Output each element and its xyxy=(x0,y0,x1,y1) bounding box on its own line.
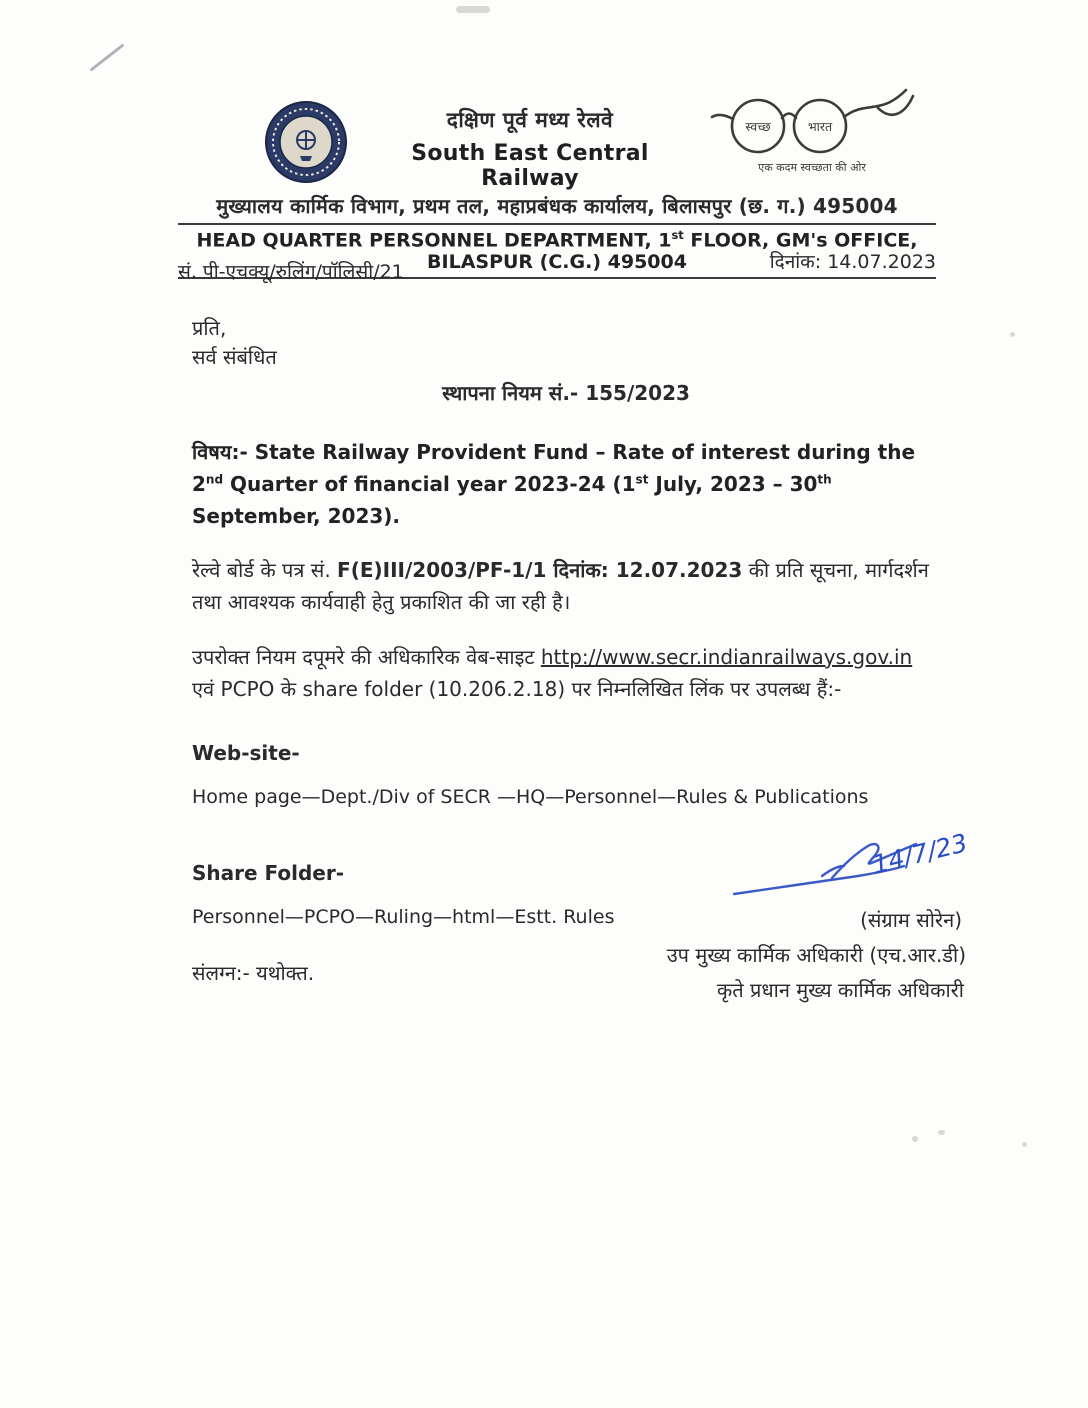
salutation-line-1: प्रति, xyxy=(192,316,227,340)
share-folder-heading: Share Folder- xyxy=(192,861,345,885)
para1-text: रेल्वे बोर्ड के पत्र सं. xyxy=(192,558,338,582)
org-name-hindi: दक्षिण पूर्व मध्य रेलवे xyxy=(446,108,614,132)
secr-emblem-logo xyxy=(264,100,348,188)
board-letter-reference: F(E)III/2003/PF-1/1 दिनांक: 12.07.2023 xyxy=(337,558,743,582)
signature-block xyxy=(618,832,980,1003)
swachh-left-lens-label: स्वच्छ xyxy=(745,119,771,134)
signatory-name: (संग्राम सोरेन) xyxy=(860,908,962,932)
address-hindi: मुख्यालय कार्मिक विभाग, प्रथम तल, महाप्रबंधक कार्यालय, बिलासपुर (छ. ग.) 495004 xyxy=(216,194,898,218)
address-english-superscript: st xyxy=(671,228,684,242)
website-heading: Web-site- xyxy=(192,740,300,765)
para1-text-2: की प्रति सूचना, मार्गदर्शन तथा आवश्यक कार्यवाही हेतु प्रकाशित की जा रही है। xyxy=(192,558,929,615)
signatory-designation-2: कृते प्रधान मुख्य कार्मिक अधिकारी xyxy=(716,978,964,1002)
salutation-line-2: सर्व संबंधित xyxy=(192,345,277,369)
website-navigation-path: Home page—Dept./Div of SECR —HQ—Personnel—Rules & Publications xyxy=(192,785,869,808)
swachh-tagline: एक कदम स्वच्छता की ओर xyxy=(758,161,866,174)
subject-superscript-1: nd xyxy=(205,472,224,487)
swachh-right-lens-label: भारत xyxy=(807,119,833,134)
railway-emblem-icon xyxy=(264,100,348,184)
subject-text-1: विषय:- State Railway Provident Fund – Rate of interest during the 2 xyxy=(192,440,916,496)
signatory-designation-1: उप मुख्य कार्मिक अधिकारी (एच.आर.डी) xyxy=(666,943,966,967)
reference-number: सं. पी-एचक्यू/रुलिंग/पॉलिसी/21 xyxy=(178,261,404,283)
share-folder-navigation-path: Personnel—PCPO—Ruling—html—Estt. Rules xyxy=(192,906,615,928)
signature-handwritten-date: 14/7/23 xyxy=(869,832,971,880)
subject-line xyxy=(192,436,940,532)
swachh-bharat-glasses-icon xyxy=(708,86,920,178)
subject-text-4: September, 2023). xyxy=(192,504,401,528)
address-english-pre: HEAD QUARTER PERSONNEL DEPARTMENT, 1 xyxy=(196,229,672,252)
divider-line xyxy=(178,223,936,225)
enclosure-note: संलग्न:- यथोक्त. xyxy=(192,961,315,986)
letterhead-org-names xyxy=(370,106,690,191)
subject-superscript-3: th xyxy=(817,472,832,487)
subject-text-3: July, 2023 – 30 xyxy=(648,472,818,496)
para2-text: उपरोक्त नियम दपूमरे की अधिकारिक वेब-साइट xyxy=(192,644,541,669)
letter-date: दिनांक: 14.07.2023 xyxy=(769,251,936,273)
body-paragraph-1 xyxy=(192,554,940,619)
signature-ink-icon xyxy=(726,832,976,916)
website-url: http://www.secr.indianrailways.gov.in xyxy=(540,644,913,669)
swachh-bharat-logo xyxy=(708,86,920,182)
para2-text-2: एवं PCPO के share folder (10.206.2.18) पर निम्नलिखित लिंक पर उपलब्ध हैं:- xyxy=(192,677,842,702)
establishment-rule-title: स्थापना नियम सं.- 155/2023 xyxy=(442,381,690,405)
scan-artifact xyxy=(1010,332,1015,337)
scan-artifact xyxy=(938,1130,945,1135)
subject-superscript-2: st xyxy=(635,472,649,487)
scan-artifact xyxy=(912,1136,918,1142)
pen-mark-artifact xyxy=(90,43,125,71)
org-name-english: South East Central Railway xyxy=(411,141,649,191)
subject-text-2: Quarter of financial year 2023-24 (1 xyxy=(223,472,636,496)
scan-artifact xyxy=(456,6,490,13)
reference-row xyxy=(178,248,936,284)
body-paragraph-2 xyxy=(192,641,940,706)
address-english-post: FLOOR, GM's OFFICE, BILASPUR (C.G.) 495004 xyxy=(427,229,918,274)
scan-artifact xyxy=(1022,1142,1027,1147)
